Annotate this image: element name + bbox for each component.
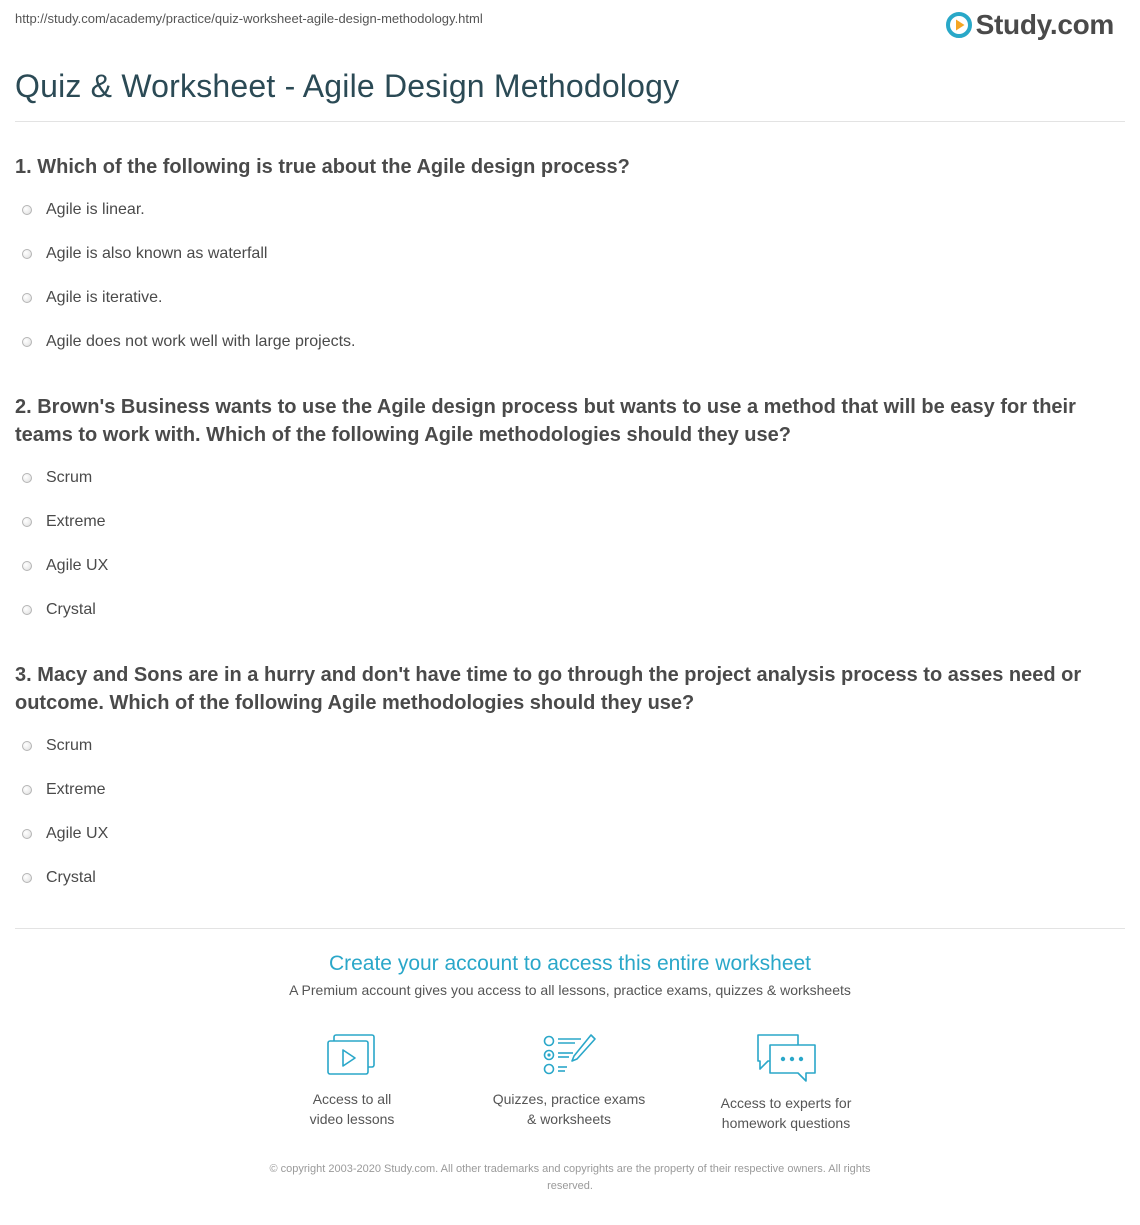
q1-option-1[interactable] [22,198,145,222]
radio-button[interactable] [22,873,32,883]
radio-button[interactable] [22,205,32,215]
option-label: Agile UX [46,557,109,574]
radio-button[interactable] [22,829,32,839]
question-1: 1. Which of the following is true about the Agile design process? [15,156,630,178]
feature-label-line2: video lessons [309,1111,395,1127]
option-label: Agile does not work well with large projects. [46,333,356,350]
option-label: Scrum [46,737,93,754]
option-label: Agile is linear. [46,201,145,218]
q2-option-2[interactable] [22,510,106,534]
feature-video-lessons [252,1033,452,1129]
option-label: Agile is also known as waterfall [46,245,268,262]
feature-label-line1: Quizzes, practice exams [492,1091,646,1107]
logo-text: Study.com [975,9,1114,40]
study-logo[interactable] [946,9,1114,41]
q3-option-1[interactable] [22,734,92,758]
create-account-link[interactable]: Create your account to access this entire worksheet [328,952,812,975]
option-label: Crystal [46,869,96,886]
feature-label-line1: Access to all [312,1091,392,1107]
cta-divider [15,928,1125,929]
radio-button[interactable] [22,561,32,571]
video-lessons-icon [326,1033,378,1079]
q3-option-4[interactable] [22,866,96,890]
radio-button[interactable] [22,785,32,795]
option-label: Agile UX [46,825,109,842]
copyright-line1: © copyright 2003-2020 Study.com. All other trademarks and copyrights are the property of their respective owners. All rights [269,1163,871,1175]
feature-quizzes [469,1033,669,1129]
option-label: Crystal [46,601,96,618]
radio-button[interactable] [22,337,32,347]
q2-option-1[interactable] [22,466,92,490]
quiz-checklist-icon [541,1033,597,1079]
radio-button[interactable] [22,473,32,483]
radio-button[interactable] [22,741,32,751]
question-2: 2. Brown's Business wants to use the Agile design process but wants to use a method that will be easy for their teams to work with. Which of the following Agile methodologies should they use? [15,396,1076,446]
q3-option-2[interactable] [22,778,106,802]
option-label: Scrum [46,469,93,486]
question-3: 3. Macy and Sons are in a hurry and don't have time to go through the project analysis process to asses need or outcome. Which of the following Agile methodologies should they use? [15,664,1082,714]
option-label: Agile is iterative. [46,289,163,306]
feature-label-line2: & worksheets [526,1111,612,1127]
radio-button[interactable] [22,293,32,303]
page-url: http://study.com/academy/practice/quiz-worksheet-agile-design-methodology.html [15,11,483,26]
radio-button[interactable] [22,249,32,259]
q1-option-2[interactable] [22,242,267,266]
copyright-line2: reserved. [547,1180,593,1192]
q3-option-3[interactable] [22,822,108,846]
feature-label-line2: homework questions [721,1115,851,1131]
q1-option-4[interactable] [22,330,355,354]
q2-option-4[interactable] [22,598,96,622]
option-label: Extreme [46,781,106,798]
feature-label-line1: Access to experts for [720,1095,852,1111]
copyright-footer [210,1161,930,1195]
play-logo-icon [946,12,972,38]
q2-option-3[interactable] [22,554,108,578]
radio-button[interactable] [22,605,32,615]
feature-experts [686,1033,886,1133]
page-title: Quiz & Worksheet - Agile Design Methodology [15,68,680,104]
title-divider [15,121,1125,122]
q1-option-3[interactable] [22,286,163,310]
cta-subtitle: A Premium account gives you access to all lessons, practice exams, quizzes & worksheets [289,982,851,998]
chat-bubbles-icon [754,1033,818,1083]
option-label: Extreme [46,513,106,530]
radio-button[interactable] [22,517,32,527]
